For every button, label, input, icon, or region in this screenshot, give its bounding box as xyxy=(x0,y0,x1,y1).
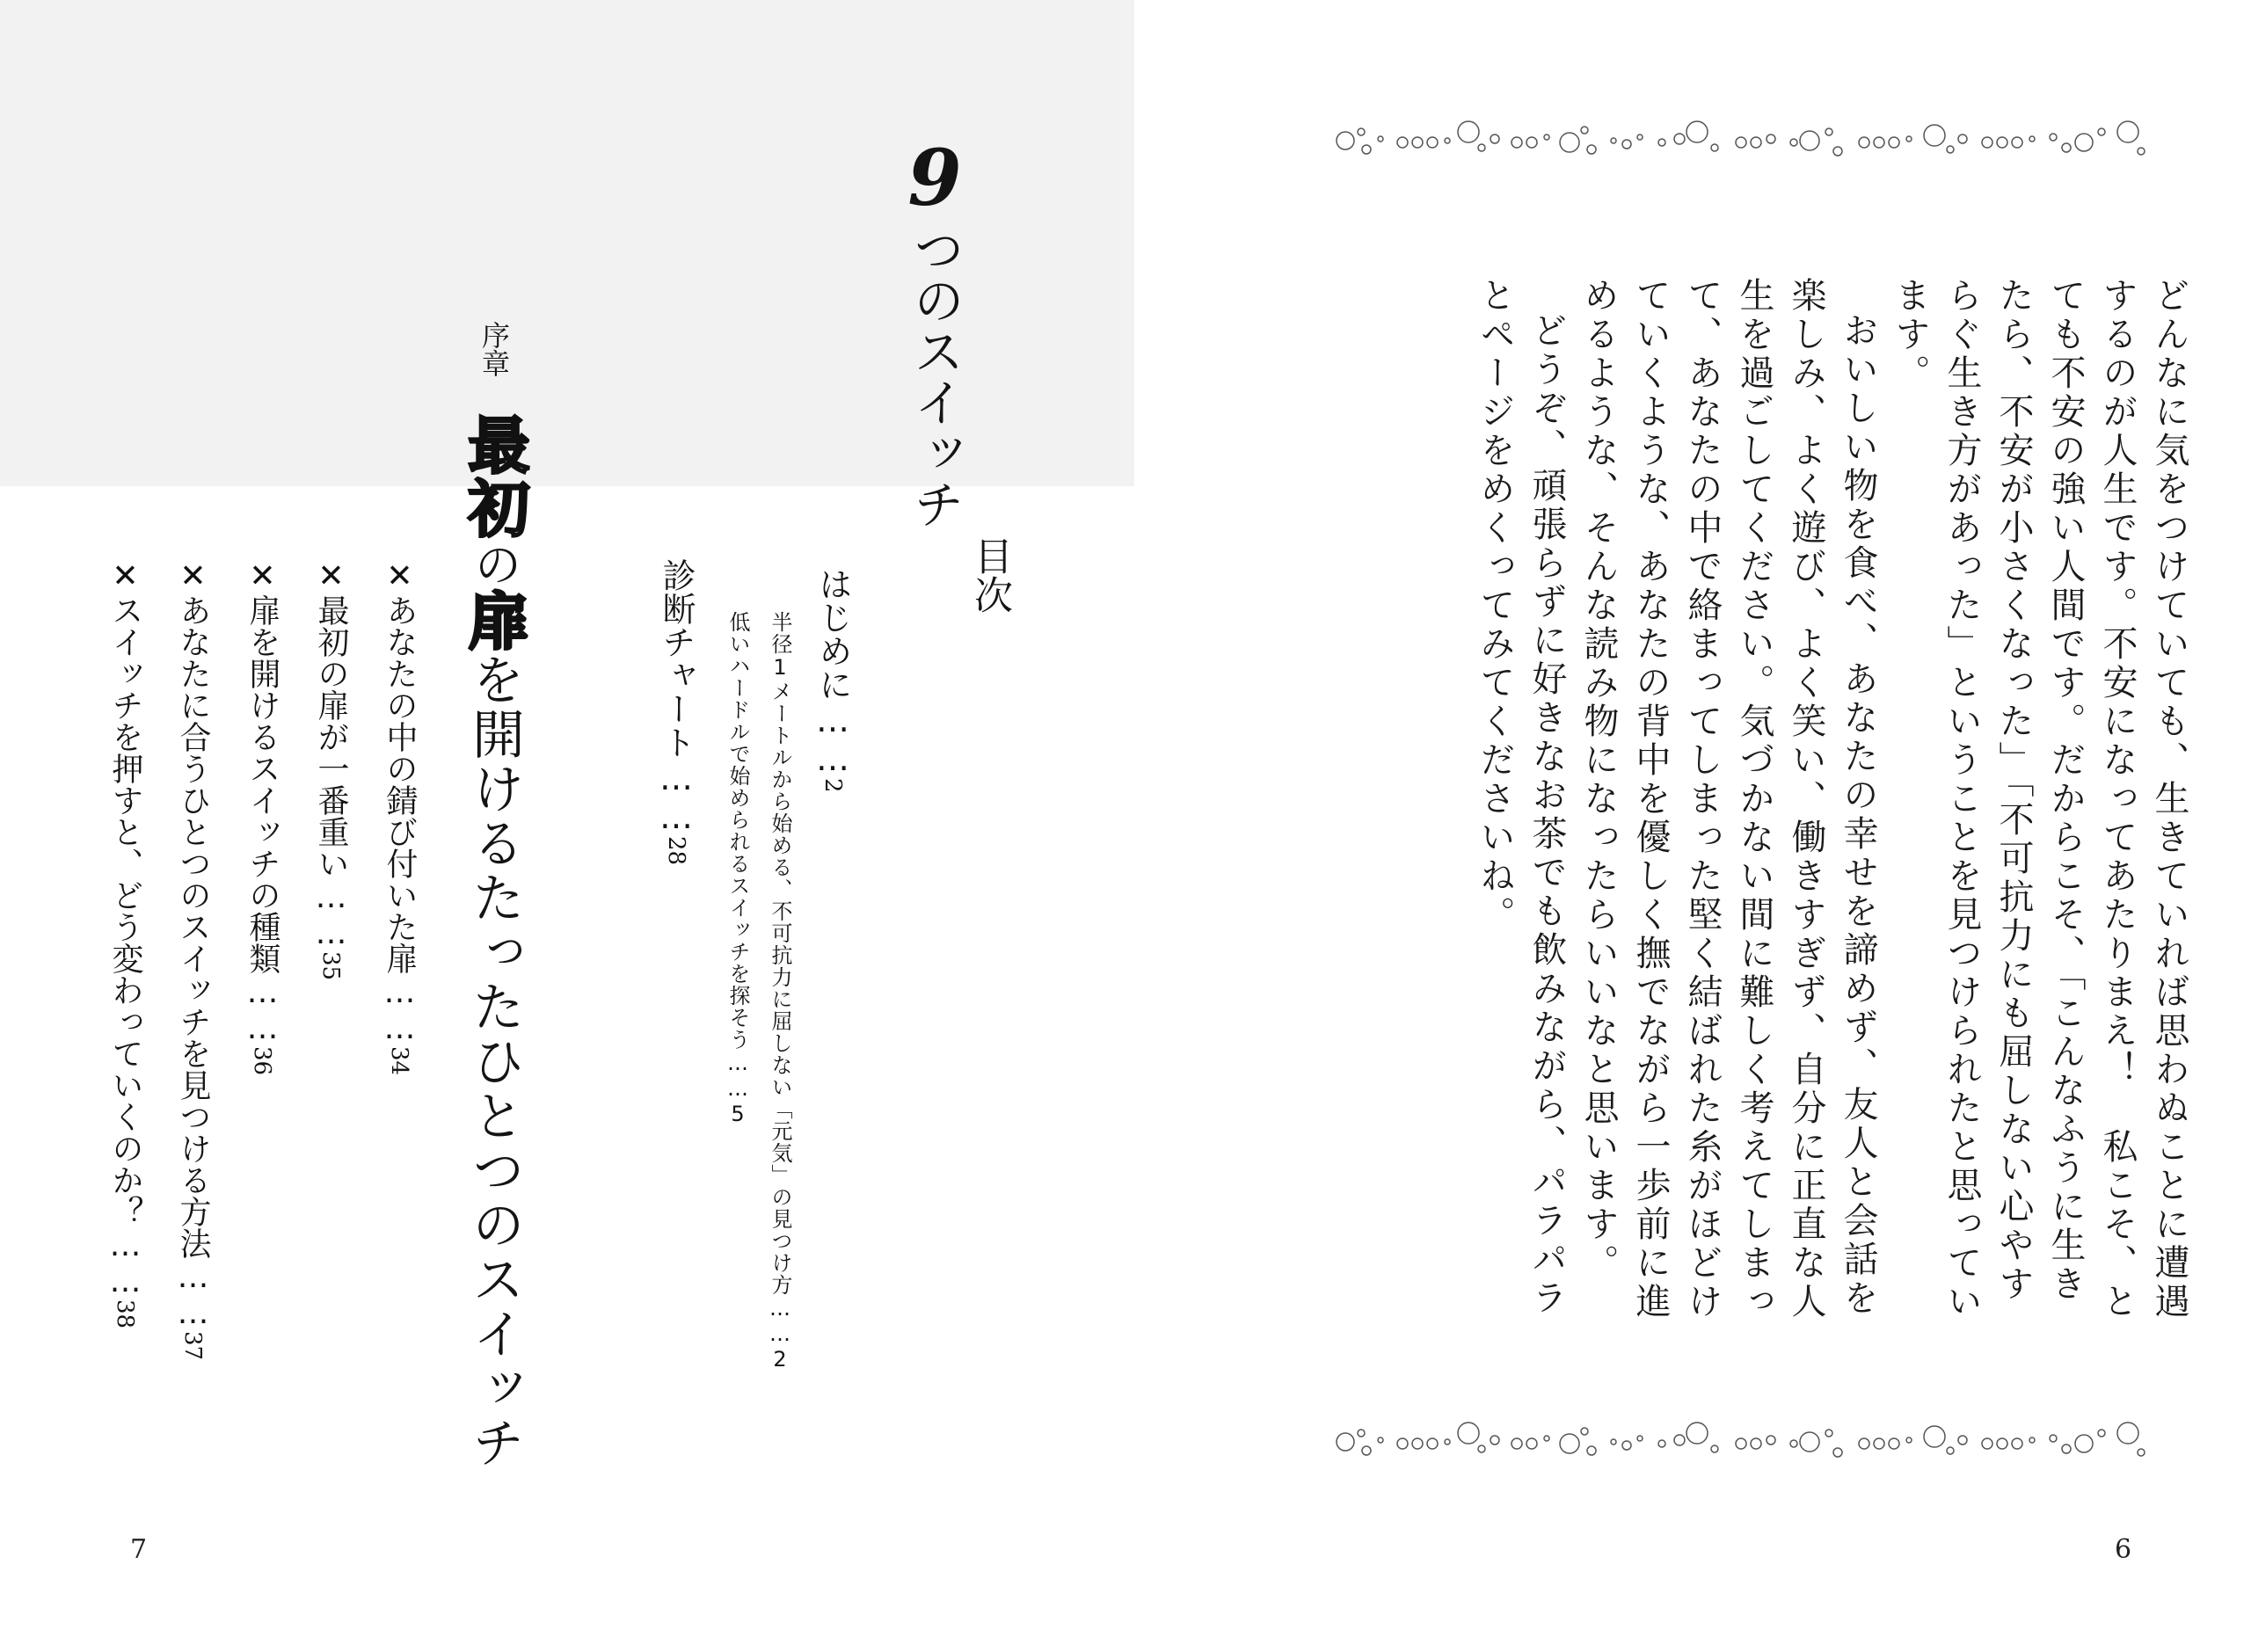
cross-icon: ✕ xyxy=(382,558,418,594)
chapter-entry-1[interactable] xyxy=(377,558,422,1075)
book-title xyxy=(889,132,980,529)
paragraph-3: どうぞ、頑張らずに好きなお茶でも飲みながら、パラパラとページをめくってみてくださいね。 xyxy=(1475,277,1567,1318)
toc-sub-text: 半径1メートルから始める、不可抗力に屈しない「元気」の見つけ方…… xyxy=(768,611,792,1347)
toc-entry-page: 28 xyxy=(663,836,689,866)
chapter-label: 序章 xyxy=(477,321,511,377)
cross-icon: ✕ xyxy=(244,558,280,594)
chapter-entry-dots: …… xyxy=(382,974,418,1046)
chapter-entry-dots: …… xyxy=(107,1227,143,1299)
chapter-entry-text: 最初の扉が一番重い xyxy=(313,594,349,879)
toc-sub-page: 2 xyxy=(768,1347,792,1372)
chapter-entry-dots: …… xyxy=(313,879,349,951)
chapter-title xyxy=(450,413,539,1470)
chapter-entry-page: 36 xyxy=(249,1046,275,1076)
chapter-entry-page: 38 xyxy=(112,1299,138,1329)
toc-entry-label: 診断チャート xyxy=(657,558,696,759)
toc-entry-dots: …… xyxy=(657,759,696,836)
chapter-entry-page: 35 xyxy=(317,951,344,981)
chapter-entry-dots: …… xyxy=(175,1259,211,1331)
toc-entry-dots: …… xyxy=(813,701,852,778)
toc-heading: 目次 xyxy=(967,536,1012,614)
chapter-entry-page: 37 xyxy=(179,1331,206,1361)
chapter-entry-page: 34 xyxy=(386,1046,412,1076)
chapter-entry-text: あなたに合うひとつのスイッチを見つける方法 xyxy=(175,594,211,1259)
toc-entry-diagnosis[interactable] xyxy=(652,558,701,865)
foreword-body xyxy=(1468,277,2195,1332)
paragraph-2: おいしい物を食べ、あなたの幸せを諦めず、友人と会話を楽しみ、よく遊び、よく笑い、働きすぎず、自分に正直な人生を過ごしてください。気づかない間に難しく考えてしまって、あなたの中で絡まってしまった堅く結ばれた糸がほどけていくような、あなたの背中を優しく撫でながら一歩前に進めるような、そんな読み物になったらいいなと思います。 xyxy=(1578,277,1878,1321)
page-number-left: 7 xyxy=(130,1534,148,1565)
chapter-entry-text: スイッチを押すと、どう変わっていくのか？ xyxy=(107,594,143,1227)
toc-sub-entry-2[interactable] xyxy=(723,611,754,1127)
toc-sub-page: 5 xyxy=(725,1102,750,1127)
chapter-entry-2[interactable] xyxy=(309,558,353,980)
chapter-entry-4[interactable] xyxy=(171,558,215,1360)
book-title-number: 9 xyxy=(889,132,980,223)
bottom-ornament-border xyxy=(1328,1407,2163,1477)
toc-entry-label: はじめに xyxy=(813,567,852,701)
chapter-title-emphasis-door: 扉 xyxy=(458,589,530,652)
chapter-entry-3[interactable] xyxy=(240,558,285,1075)
chapter-entry-text: 扉を開けるスイッチの種類 xyxy=(244,594,280,974)
chapter-entry-5[interactable] xyxy=(103,558,148,1328)
page-number-right: 6 xyxy=(2115,1534,2132,1565)
chapter-title-emphasis: 最初 xyxy=(458,413,530,540)
toc-entry-page: 2 xyxy=(820,778,846,793)
chapter-entry-text: あなたの中の錆び付いた扉 xyxy=(382,594,418,974)
book-title-text: つのスイッチ xyxy=(905,223,965,529)
cross-icon: ✕ xyxy=(313,558,349,594)
chapter-title-rest: を開けるたったひとつのスイッチ xyxy=(463,652,525,1470)
chapter-entry-dots: …… xyxy=(244,974,280,1046)
top-ornament-border xyxy=(1328,106,2163,176)
toc-sub-text: 低いハードルで始められるスイッチを探そう…… xyxy=(725,611,750,1102)
paragraph-1: どんなに気をつけていても、生きていれば思わぬことに遭遇するのが人生です。不安になってあたりまえ！ 私こそ、とても不安の強い人間です。だからこそ、「こんなふうに生きたら、不安が小さくなった」「不可抗力にも屈しない心やすらぐ生き方があった」ということを見つけられたと思っています。 xyxy=(1890,277,2189,1321)
cross-icon: ✕ xyxy=(107,558,143,594)
cross-icon: ✕ xyxy=(175,558,211,594)
toc-entry-intro[interactable] xyxy=(809,567,857,793)
toc-sub-entry-1[interactable] xyxy=(765,611,796,1372)
chapter-title-particle: の xyxy=(467,540,522,589)
